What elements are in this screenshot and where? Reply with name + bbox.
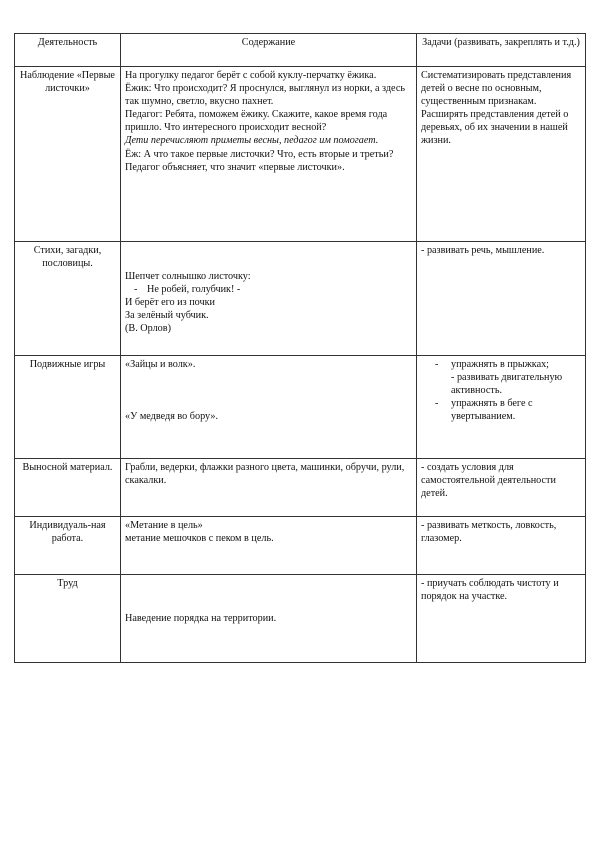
row-tasks: - развивать речь, мышление. bbox=[417, 242, 586, 356]
task-item: - развивать двигательную активность. bbox=[451, 372, 563, 397]
row-tasks bbox=[417, 356, 586, 459]
table-row bbox=[15, 517, 586, 575]
task-item: - упражнять в прыжках; bbox=[435, 359, 550, 370]
row-content bbox=[121, 356, 417, 459]
header-content: Содержание bbox=[121, 34, 417, 67]
content-line: Педагог объясняет, что значит «первые листочки». bbox=[125, 161, 345, 173]
row-activity: Индивидуаль-ная работа. bbox=[15, 517, 121, 575]
row-content: Грабли, ведерки, флажки разного цвета, машинки, обручи, рули, скакалки. bbox=[121, 459, 417, 517]
table-row bbox=[15, 459, 586, 517]
activity-plan-table bbox=[14, 33, 586, 663]
row-content bbox=[121, 517, 417, 575]
content-line: «Метание в цель» bbox=[125, 520, 203, 531]
task-item: - упражнять в беге с увертыванием. bbox=[435, 398, 533, 423]
content-line: метание мешочков с пеком в цель. bbox=[125, 533, 274, 545]
row-activity: Стихи, загадки, пословицы. bbox=[15, 242, 121, 356]
row-tasks: Систематизировать представления детей о весне по основным, существенным признакам. Расширять представления детей о деревьях, об их значении в нашей жизни. bbox=[417, 67, 586, 242]
poem-line: Не робей, голубчик! - bbox=[147, 284, 241, 296]
table-header-row bbox=[15, 34, 586, 67]
game-name: «У медведя во бору». bbox=[125, 411, 219, 423]
row-activity: Труд bbox=[15, 575, 121, 663]
content-line: На прогулку педагог берёт с собой куклу-перчатку ёжика. bbox=[125, 70, 377, 81]
table-row bbox=[15, 575, 586, 663]
game-name: «Зайцы и волк». bbox=[125, 359, 196, 370]
table-row bbox=[15, 242, 586, 356]
row-tasks: - развивать меткость, ловкость, глазомер. bbox=[417, 517, 586, 575]
content-line-italic: Дети перечисляют приметы весны, педагог им помогает. bbox=[125, 135, 379, 147]
row-activity: Выносной материал. bbox=[15, 459, 121, 517]
row-content bbox=[121, 242, 417, 356]
poem-line: За зелёный чубчик. bbox=[125, 310, 209, 322]
header-activity: Деятельность bbox=[15, 34, 121, 67]
row-activity: Подвижные игры bbox=[15, 356, 121, 459]
row-tasks: - приучать соблюдать чистоту и порядок на участке. bbox=[417, 575, 586, 663]
content-line: Педагог: Ребята, поможем ёжику. Скажите, какое время года пришло. Что интересного происходит весной? bbox=[125, 109, 388, 134]
poem-line: И берёт его из почки bbox=[125, 297, 216, 309]
row-activity: Наблюдение «Первые листочки» bbox=[15, 67, 121, 242]
poem-line: Шепчет солнышко листочку: bbox=[125, 271, 251, 282]
table-row bbox=[15, 67, 586, 242]
poem-author: (В. Орлов) bbox=[125, 323, 171, 335]
content-line: Ёж: А что такое первые листочки? Что, есть вторые и третьи? bbox=[125, 148, 394, 160]
header-tasks: Задачи (развивать, закреплять и т.д.) bbox=[417, 34, 586, 67]
row-content bbox=[121, 67, 417, 242]
row-tasks: - создать условия для самостоятельной деятельности детей. bbox=[417, 459, 586, 517]
table-row bbox=[15, 356, 586, 459]
row-content: Наведение порядка на территории. bbox=[121, 575, 417, 663]
poem-bullet-line: - Не робей, голубчик! - bbox=[134, 284, 241, 296]
content-line: Ёжик: Что происходит? Я проснулся, выглянул из норки, а здесь так шумно, светло, вкусно пахнет. bbox=[125, 83, 406, 108]
